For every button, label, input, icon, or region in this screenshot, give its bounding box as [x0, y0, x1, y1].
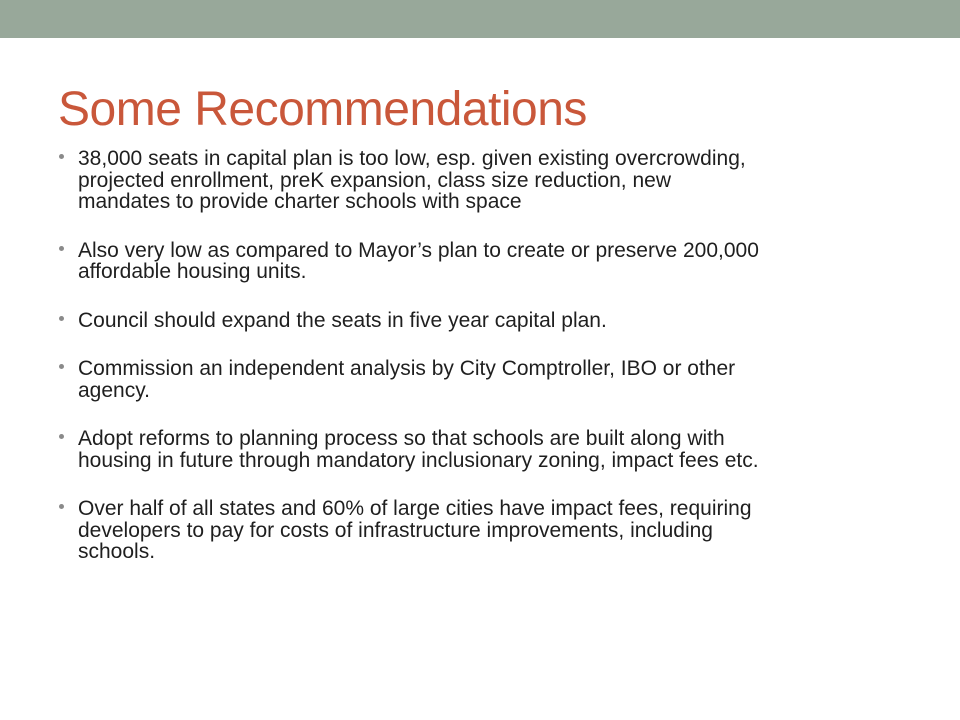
bullet-line: agency. [78, 378, 150, 402]
bullet-item [58, 240, 918, 283]
bullet-text [78, 148, 918, 213]
bullet-line: 38,000 seats in capital plan is too low, esp. given existing overcrowding, [78, 147, 746, 170]
slide-title: Some Recommendations [58, 83, 587, 136]
top-accent-band [0, 0, 960, 38]
bullet-line: Over half of all states and 60% of large cities have impact fees, requiring [78, 497, 752, 520]
bullet-item [58, 148, 918, 213]
bullet-text [78, 240, 918, 283]
bullet-dot-icon [59, 504, 64, 509]
bullet-line: schools. [78, 540, 156, 563]
bullet-text [78, 310, 918, 332]
bullet-dot-icon [59, 434, 64, 439]
bullet-item [58, 428, 918, 471]
bullet-line: Commission an independent analysis by City Comptroller, IBO or other [78, 357, 736, 380]
bullet-dot-icon [59, 246, 64, 251]
bullet-dot-icon [59, 364, 64, 369]
bullet-line: mandates to provide charter schools with space [78, 190, 522, 213]
bullet-line: housing in future through mandatory inclusionary zoning, impact fees etc. [78, 448, 759, 472]
bullet-text [78, 498, 918, 563]
bullet-item [58, 358, 918, 401]
bullet-item [58, 310, 918, 332]
bullet-line: Also very low as compared to Mayor’s plan to create or preserve 200,000 [78, 238, 759, 262]
bullet-text [78, 428, 918, 471]
bullet-dot-icon [59, 154, 64, 159]
bullet-line: Adopt reforms to planning process so that schools are built along with [78, 427, 725, 450]
bullet-line: Council should expand the seats in five year capital plan. [78, 308, 607, 332]
bullet-item [58, 498, 918, 563]
bullet-line: projected enrollment, preK expansion, class size reduction, new [78, 168, 671, 192]
bullet-line: affordable housing units. [78, 260, 307, 283]
bullet-dot-icon [59, 316, 64, 321]
bullet-list [58, 148, 918, 590]
bullet-text [78, 358, 918, 401]
bullet-line: developers to pay for costs of infrastructure improvements, including [78, 518, 713, 542]
